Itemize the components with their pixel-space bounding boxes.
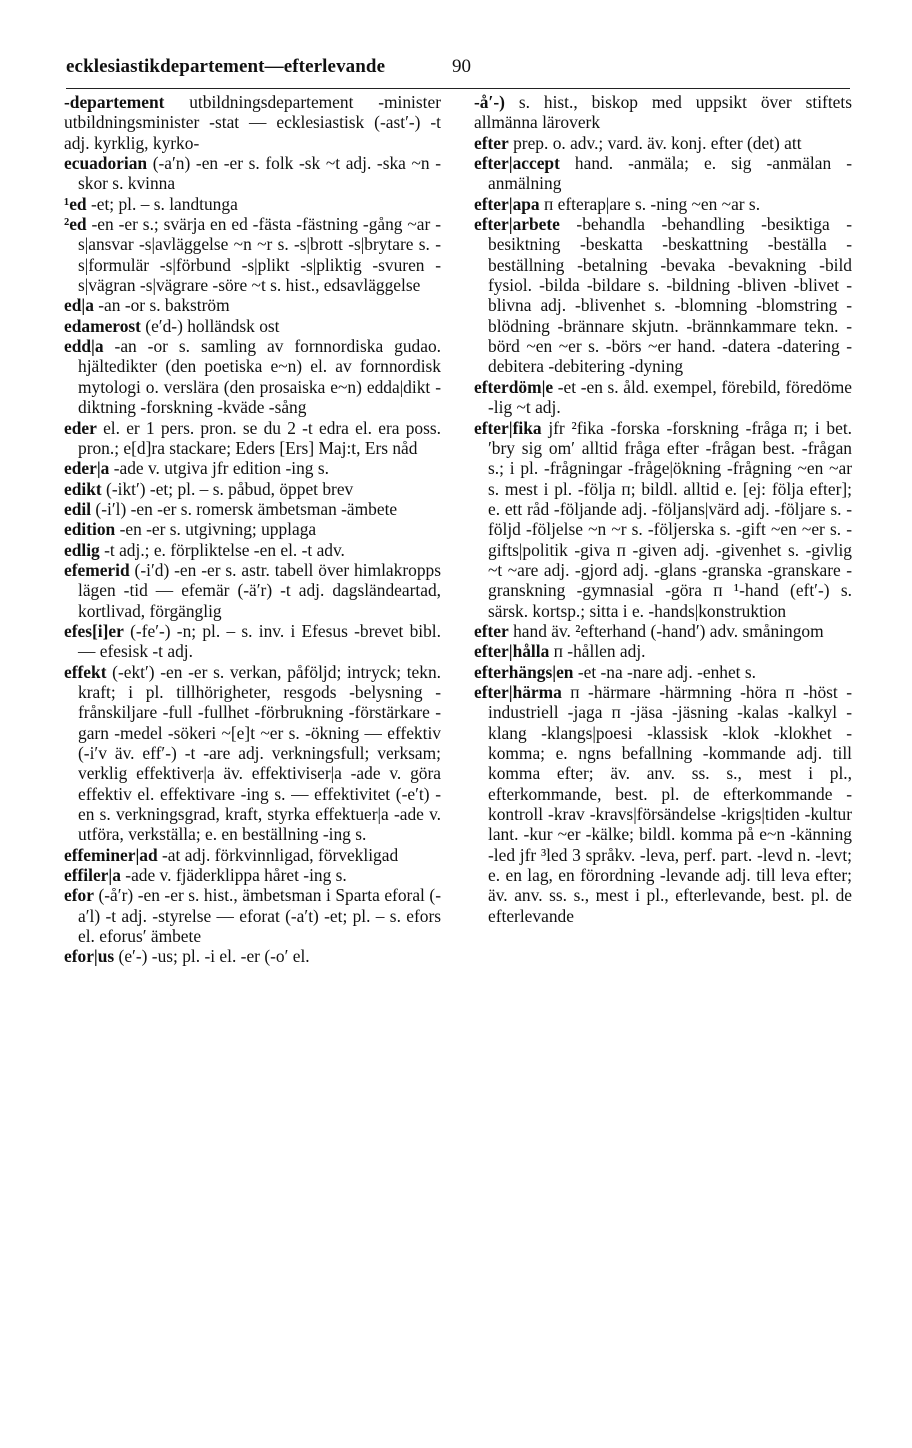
page-number: 90: [452, 56, 471, 77]
dictionary-entry: efter hand äv. ²efterhand (-hand′) adv. småningom: [474, 620, 824, 641]
dictionary-entry: edil (-i′l) -en -er s. romersk ämbetsman -ämbete: [64, 498, 398, 519]
dictionary-entry: edd|a -an -or s. samling av fornnordiska gudao. hjältedikter (den poetiska e~n) el. av fornnordisk mytologi o. verslära (den prosaiska e~n) edda|dikt -diktning -forskning -kväde -sång: [64, 336, 441, 418]
dictionary-entry: effeminer|ad -at adj. förkvinnligad, förvekligad: [64, 844, 399, 865]
page-header: [66, 54, 850, 89]
left-column: [64, 92, 441, 967]
dictionary-entry: ed|a -an -or s. bakström: [64, 295, 230, 316]
dictionary-entry: effiler|a -ade v. fjäderklippa håret -ing s.: [64, 865, 347, 886]
dictionary-entry: efter|accept hand. -anmäla; e. sig -anmälan -anmälning: [474, 153, 852, 194]
dictionary-entry: edition -en -er s. utgivning; upplaga: [64, 519, 317, 540]
dictionary-entry: -departement utbildningsdepartement -minister utbildningsminister -stat — ecklesiastisk (-ast′-) -t adj. kyrklig, kyrko-: [64, 92, 441, 153]
dictionary-entry: efor|us (e′-) -us; pl. -i el. -er (-o′ el.: [64, 946, 310, 967]
dictionary-entry: ¹ed -et; pl. – s. landtunga: [64, 193, 238, 214]
dictionary-entry: edikt (-ikt′) -et; pl. – s. påbud, öppet brev: [64, 478, 354, 499]
running-head: ecklesiastikdepartement—efterlevande: [66, 56, 386, 77]
dictionary-entry: efter|arbete -behandla -behandling -besiktiga -besiktning -beskatta -beskattning -beställa -beställning -betalning -bevaka -bevakning -bild fysiol. -bilda -bildare s. -bildning -bliven -blivet -blivna adj. -blivenhet s. -blomning -blomstring -blödning -brännare skjutn. -brännkammare tekn. -börd ~en ~er s. -börs ~er hand. -datera -datering -debitera -debitering -dyning: [474, 214, 852, 377]
dictionary-entry: efes[i]er (-fe′-) -n; pl. – s. inv. i Efesus -brevet bibl. — efesisk -t adj.: [64, 620, 441, 662]
dictionary-entry: efter|hålla ᴨ -hållen adj.: [474, 641, 646, 662]
dictionary-entry: edamerost (e′d-) holländsk ost: [64, 315, 280, 336]
dictionary-entry: ²ed -en -er s.; svärja en ed -fästa -fästning -gång ~ar -s|ansvar -s|avläggelse ~n ~r s. -s|brott -s|brytare s. -s|formulär -s|förbund -s|plikt -s|pliktig -svuren -s|vägran -s|vägrare -söre ~t s. hist., edsavläggelse: [64, 214, 441, 296]
dictionary-entry: efemerid (-i′d) -en -er s. astr. tabell över himlakropps lägen -tid — efemär (-ä′r) -t adj. dagsländeartad, kortlivad, förgänglig: [64, 559, 441, 621]
dictionary-entry: efterdöm|e -et -en s. åld. exempel, förebild, föredöme -lig ~t adj.: [474, 376, 852, 418]
dictionary-entry: eder|a -ade v. utgiva jfr edition -ing s.: [64, 458, 329, 479]
dictionary-entry: efter prep. o. adv.; vard. äv. konj. efter (det) att: [474, 132, 802, 153]
dictionary-entry: -å′-) s. hist., biskop med uppsikt över stiftets allmänna läroverk: [474, 92, 852, 133]
dictionary-entry: ecuadorian (-a′n) -en -er s. folk -sk ~t adj. -ska ~n -skor s. kvinna: [64, 153, 441, 194]
dictionary-entry: edlig -t adj.; e. förpliktelse -en el. -t adv.: [64, 539, 345, 560]
dictionary-entry: efter|härma ᴨ -härmare -härmning -höra ᴨ -höst -industriell -jaga ᴨ -jäsa -jäsning -kalas -kalkyl -klang -klangs|poesi -klassisk -klok -klokhet -komma; e. ngns befallning -kommande adj. till komma efter; äv. anv. ss. s., mest i pl., efterkommande, best. pl. de efterkommande -kontroll -krav -kravs|försändelse -krigs|tiden -kultur lant. -kur ~er -kälke; bildl. komma på e~n -känning -led jfr ³led 3 språkv. -leva, perf. part. -levd n. -levt; e. en lag, en förordning -levande adj. till leva efter; äv. anv. ss. s., mest i pl., efterlevande, best. pl. de efterlevande: [474, 681, 852, 926]
dictionary-entry: efterhängs|en -et -na -nare adj. -enhet s.: [474, 661, 756, 682]
dictionary-entry: efter|fika jfr ²fika -forska -forskning -fråga ᴨ; i bet. ′bry sig om′ alltid fråga efter -frågan best. -frågan s.; i pl. -frågningar -fråge|ökning -frågning ~en ~ar s. mest i pl. -följa ᴨ; bildl. alltid e. [ej: följa efter]; e. ett råd -följande adj. -följans|värd adj. -följare s. -följd -följelse ~n ~r s. -följerska s. -gift ~en ~er s. -gifts|politik -giva ᴨ -given adj. -givenhet s. -givlig ~t ~are adj. -gjord adj. -glans -granska -granskare -granskning -gymnasial -göra ᴨ ¹-hand (eft′-) s. särsk. kortsp.; sitta i e. -hands|konstruktion: [474, 417, 852, 621]
right-column: [474, 92, 852, 926]
dictionary-entry: effekt (-ekt′) -en -er s. verkan, påföljd; intryck; tekn. kraft; i pl. tillhörigheter, resgods -belysning -frånskiljare -full -fullhet -förbrukning -förstärkare -garn -medel -sökeri ~[e]t ~er s. -ökning — effektiv (-i′v äv. eff′-) -t -are adj. verkningsfull; verksam; verklig effektiver|a äv. effektiviser|a -ade v. göra effektiv el. effektivare -ing s. — effektivitet (-e′t) -en s. verkningsgrad, kraft, styrka effektuer|a -ade v. utföra, verkställa; e. en beställning -ing s.: [64, 661, 441, 845]
dictionary-entry: efor (-å′r) -en -er s. hist., ämbetsman i Sparta eforal (-a′l) -t adj. -styrelse — eforat (-a′t) -et; pl. – s. efors el. eforus′ ämbete: [64, 885, 441, 947]
dictionary-entry: eder el. er 1 pers. pron. se du 2 -t edra el. era poss. pron.; e[d]ra stackare; Eders [Ers] Maj:t, Ers nåd: [64, 417, 441, 458]
dictionary-entry: efter|apa ᴨ efterap|are s. -ning ~en ~ar s.: [474, 193, 761, 214]
